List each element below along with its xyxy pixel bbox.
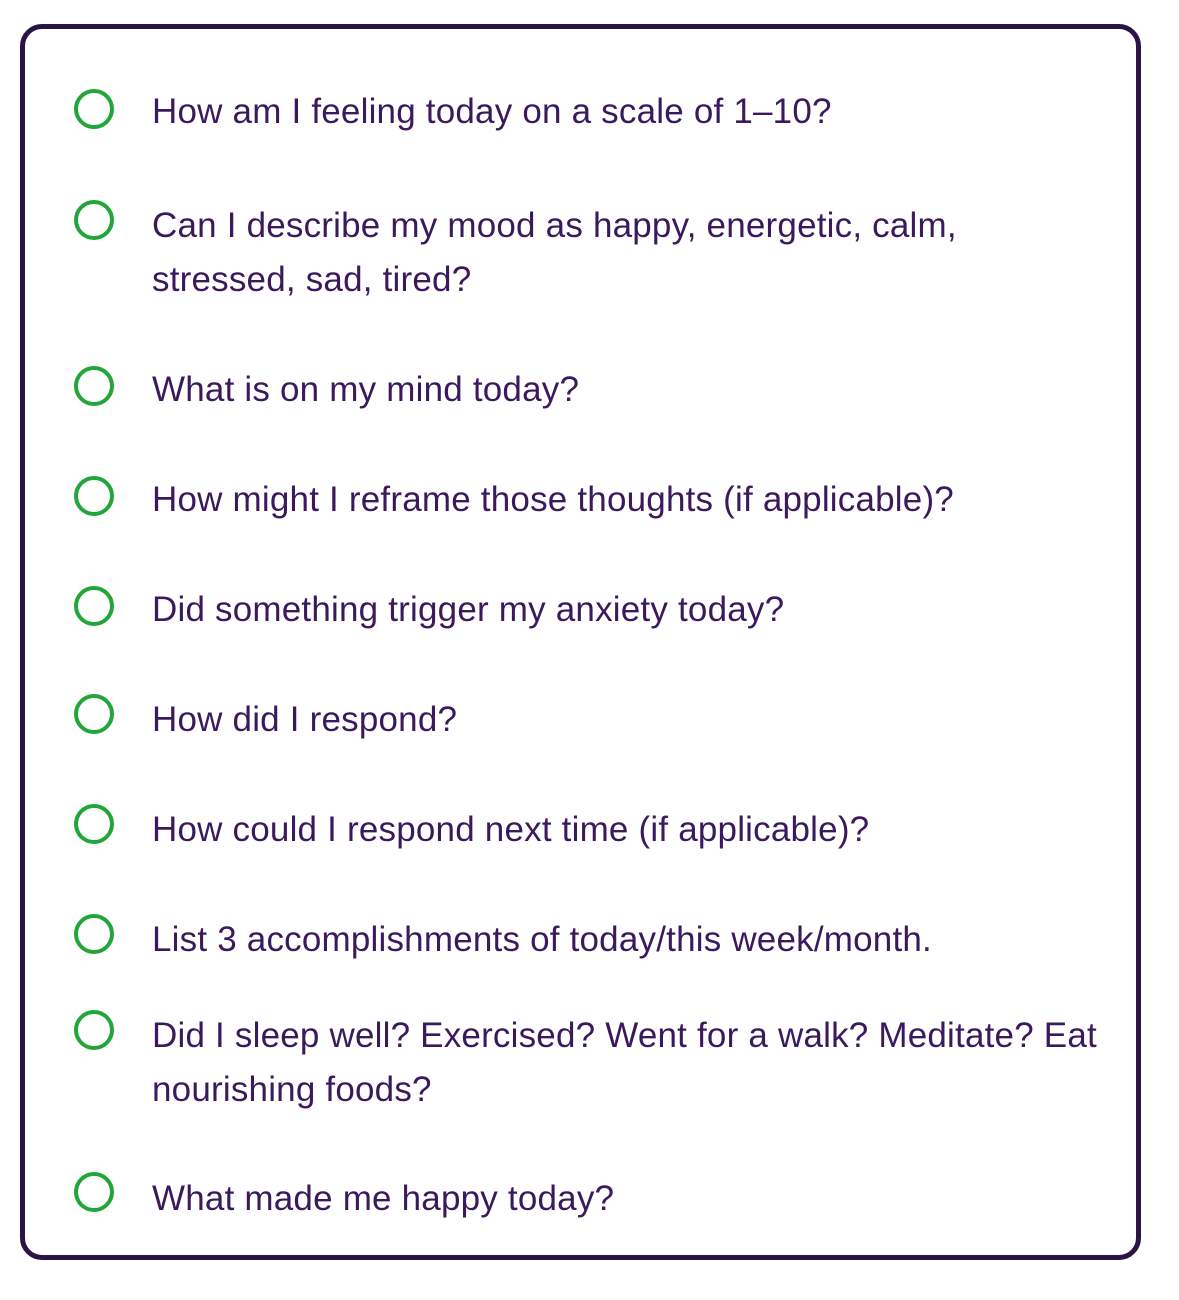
checkbox-circle-icon[interactable] — [74, 1172, 114, 1212]
checklist-item-label: Did something trigger my anxiety today? — [152, 590, 785, 629]
checklist-item-label: Can I describe my mood as happy, energetic, calm, stressed, sad, tired? — [152, 206, 957, 299]
checklist-item-label: How might I reframe those thoughts (if applicable)? — [152, 480, 954, 519]
checkbox-circle-icon[interactable] — [74, 1010, 114, 1050]
journal-prompts-card — [20, 24, 1141, 1260]
checklist-item-label: How am I feeling today on a scale of 1–10? — [152, 92, 832, 131]
checkbox-circle-icon[interactable] — [74, 476, 114, 516]
checklist-item-label: How did I respond? — [152, 700, 458, 739]
checklist-item-label: How could I respond next time (if applicable)? — [152, 810, 870, 849]
checkbox-circle-icon[interactable] — [74, 804, 114, 844]
checkbox-circle-icon[interactable] — [74, 914, 114, 954]
checkbox-circle-icon[interactable] — [74, 89, 114, 129]
checklist-item-label: What made me happy today? — [152, 1179, 615, 1218]
checkbox-circle-icon[interactable] — [74, 200, 114, 240]
checkbox-circle-icon[interactable] — [74, 694, 114, 734]
checkbox-circle-icon[interactable] — [74, 366, 114, 406]
checklist-item-label: Did I sleep well? Exercised? Went for a walk? Meditate? Eat nourishing foods? — [152, 1016, 1097, 1109]
checklist-item-label: List 3 accomplishments of today/this week/month. — [152, 920, 932, 959]
checkbox-circle-icon[interactable] — [74, 586, 114, 626]
checklist-item-label: What is on my mind today? — [152, 370, 580, 409]
